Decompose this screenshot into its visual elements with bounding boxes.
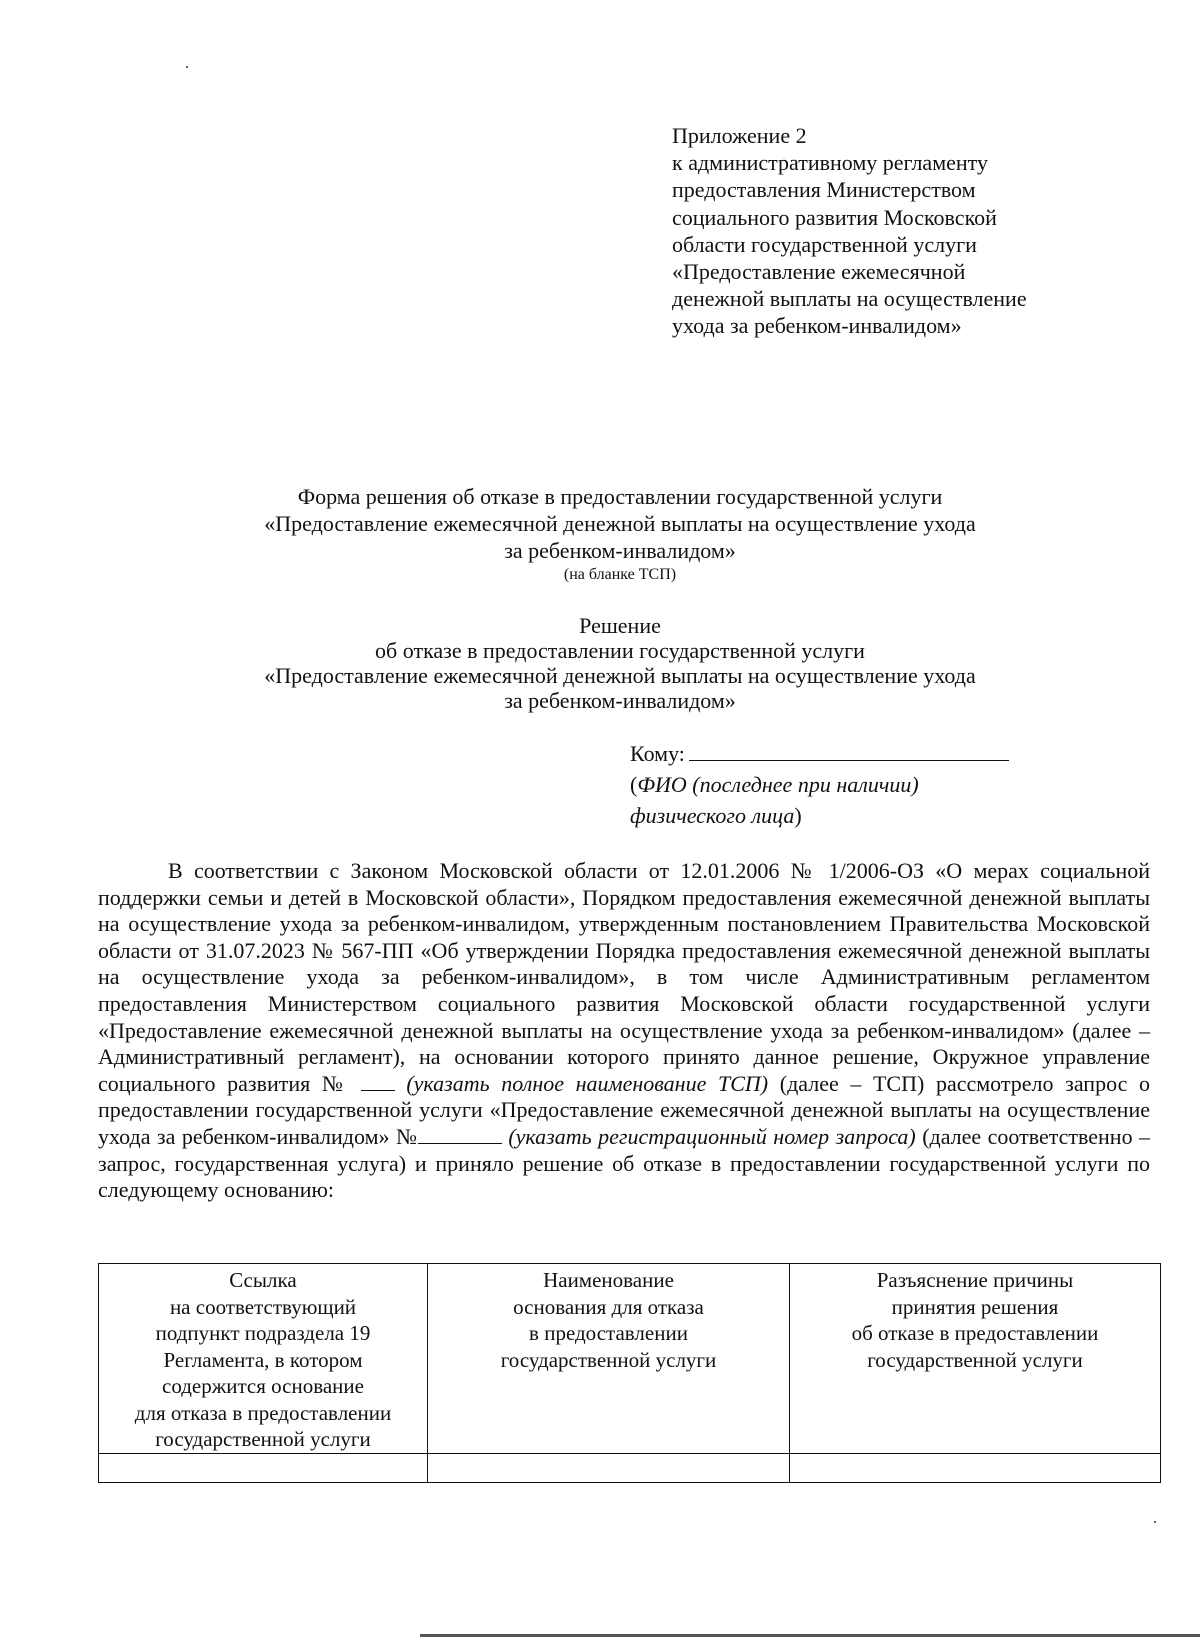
- form-title-line: «Предоставление ежемесячной денежной выплаты на осуществление ухода: [264, 511, 976, 536]
- appendix-line: ухода за ребенком-инвалидом»: [672, 313, 962, 339]
- table-header-cell: [790, 1264, 1161, 1454]
- table-header-row: [99, 1264, 1161, 1454]
- decision-title: [150, 613, 1090, 713]
- recipient-hint-paren: ): [794, 803, 802, 828]
- header-line: для отказа в предоставлении: [134, 1400, 392, 1425]
- header-line: Разъяснение причины: [876, 1268, 1074, 1292]
- body-italic-hint: (указать полное наименование ТСП): [406, 1070, 769, 1096]
- table-header-cell: [428, 1264, 790, 1454]
- body-text-part: (далее – ТСП) рассмотрело запрос о предоставлении государственной услуги «Предоставление ежемесячной денежной выплаты на осуществление ухода за ребенком-инвалидом» №: [98, 1070, 1151, 1149]
- header-line: подпункт подраздела 19: [155, 1321, 371, 1345]
- recipient-hint: ФИО (последнее при наличии): [637, 772, 919, 797]
- scan-edge-line: [420, 1634, 1200, 1637]
- body-italic-hint: (указать регистрационный номер запроса): [508, 1123, 916, 1149]
- scan-speck: [186, 66, 188, 68]
- table-cell[interactable]: [790, 1453, 1161, 1482]
- header-line: содержится основание: [162, 1374, 364, 1398]
- recipient-label: Кому:: [630, 741, 685, 766]
- table-row: [99, 1453, 1161, 1482]
- decision-heading: Решение: [579, 613, 661, 638]
- header-line: государственной услуги: [155, 1427, 371, 1451]
- header-line: основания для отказа: [513, 1294, 704, 1319]
- appendix-line: социального развития Московской: [672, 204, 997, 230]
- scan-speck: [1154, 1521, 1156, 1523]
- table-cell[interactable]: [428, 1453, 790, 1482]
- decision-line: об отказе в предоставлении государственной услуги: [375, 638, 865, 663]
- form-title-note: (на бланке ТСП): [563, 566, 677, 583]
- decision-line: за ребенком-инвалидом»: [504, 688, 736, 713]
- appendix-line: предоставления Министерством: [672, 177, 976, 203]
- form-title-line: Форма решения об отказе в предоставлении государственной услуги: [297, 484, 943, 509]
- appendix-line: денежной выплаты на осуществление: [672, 286, 1027, 312]
- body-text-part: (далее соответственно – запрос, государственная услуга) и приняло решение об отказе в предоставлении государственной услуги по следующему основанию:: [98, 1123, 1151, 1203]
- recipient-block: [630, 738, 1050, 831]
- appendix-line: «Предоставление ежемесячной: [672, 259, 966, 285]
- header-line: Ссылка: [229, 1268, 297, 1292]
- body-text-part: В соответствии с Законом Московской области от 12.01.2006 № 1/2006-ОЗ «О мерах социальной поддержки семьи и детей в Московской области», Порядком предоставления ежемесячной денежной выплаты на осуществление ухода за ребенком-инвалидом, утвержденным постановлением Правительства Московской области от 31.07.2023 № 567-ПП «Об утверждении Порядка предоставления ежемесячной денежной выплаты на осуществление ухода за ребенком-инвалидом», в том числе Административным регламентом предоставления Министерством социального развития Московской области государственной услуги «Предоставление ежемесячной денежной выплаты на осуществление ухода за ребенком-инвалидом» (далее – Административный регламент), на основании которого принято данное решение, Окружное управление социального развития №: [98, 858, 1150, 1096]
- header-line: Наименование: [543, 1268, 674, 1292]
- header-line: об отказе в предоставлении: [851, 1321, 1099, 1345]
- header-line: государственной услуги: [867, 1347, 1083, 1372]
- table-header-cell: [99, 1264, 428, 1454]
- blank-field: [361, 1072, 395, 1091]
- header-line: Регламента, в котором: [163, 1347, 363, 1372]
- header-line: принятия решения: [891, 1294, 1059, 1319]
- appendix-line: к административному регламенту: [672, 150, 988, 176]
- form-title-line: за ребенком-инвалидом»: [504, 538, 736, 563]
- refusal-reasons-table: [98, 1263, 1161, 1483]
- recipient-hint: физического лица: [630, 803, 795, 828]
- blank-field: [418, 1125, 502, 1144]
- appendix-header: [672, 122, 1102, 340]
- form-title: [150, 483, 1090, 586]
- appendix-line: Приложение 2: [672, 123, 807, 148]
- body-paragraph: [98, 858, 1150, 1204]
- recipient-hint-paren: (: [630, 772, 638, 797]
- table-cell[interactable]: [99, 1453, 428, 1482]
- header-line: государственной услуги: [500, 1347, 717, 1372]
- header-line: в предоставлении: [529, 1321, 688, 1345]
- recipient-fill-line: [689, 740, 1009, 761]
- decision-line: «Предоставление ежемесячной денежной выплаты на осуществление ухода: [264, 663, 976, 688]
- header-line: на соответствующий: [169, 1294, 357, 1319]
- appendix-line: области государственной услуги: [672, 231, 977, 257]
